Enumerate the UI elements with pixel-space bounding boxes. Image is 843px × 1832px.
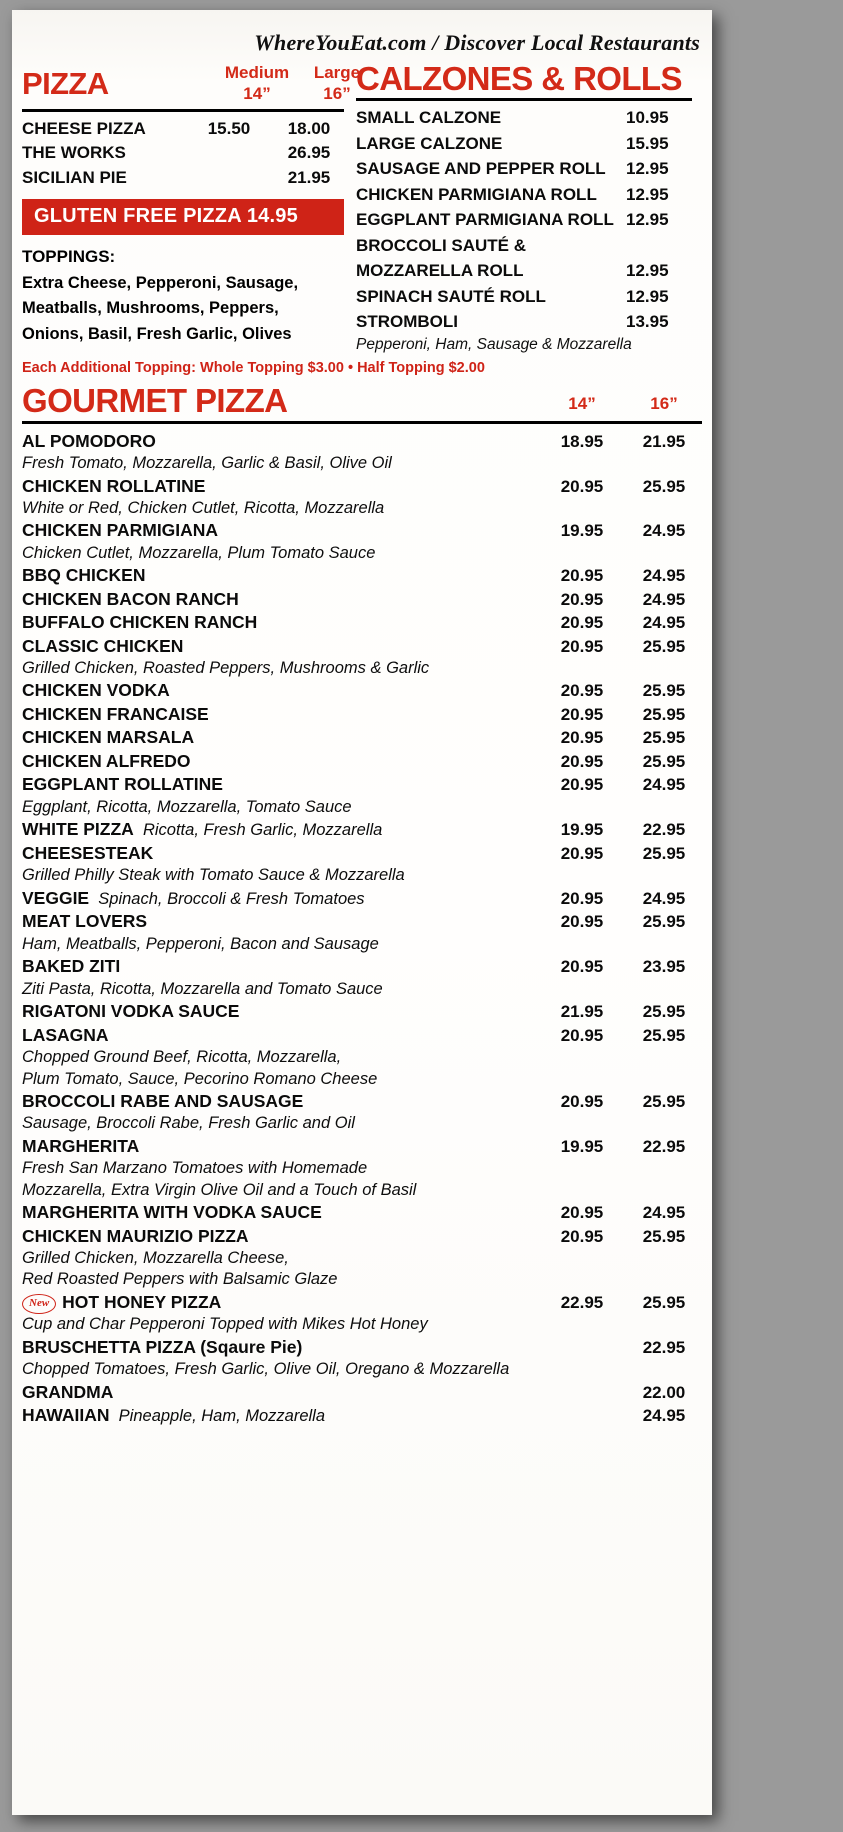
gourmet-item-inline-description: Pineapple, Ham, Mozzarella [109,1407,326,1426]
gourmet-item-price-16: 24.95 [642,566,686,586]
calzone-item-name: CHICKEN PARMIGIANA ROLL [356,184,597,204]
table-row [356,105,692,131]
table-row [356,131,692,157]
gourmet-item-price-14: 20.95 [560,476,604,496]
table-row [22,1381,702,1404]
gourmet-item-title: CHICKEN PARMIGIANA [22,520,219,541]
gourmet-item-price-14: 20.95 [560,1091,604,1111]
table-row [356,284,692,310]
gourmet-item-title: BAKED ZITI [22,956,121,977]
gourmet-item-price-14: 20.95 [560,589,604,609]
gourmet-divider [22,421,702,424]
pizza-size-medium-label: Medium [224,63,290,82]
gourmet-item-name [22,679,538,702]
table-row [22,611,702,634]
table-row [22,887,702,911]
gourmet-item-name [22,842,538,865]
gourmet-title: GOURMET PIZZA [22,381,288,419]
gourmet-item-name [22,1201,538,1224]
table-row [356,258,692,284]
pizza-size-large-inches: 16” [323,84,351,104]
gourmet-item-description: Fresh San Marzano Tomatoes with Homemade [22,1159,368,1178]
gourmet-item-title: MARGHERITA [22,1135,140,1156]
table-row [22,679,702,702]
table-row [22,635,702,658]
gourmet-item-price-16: 25.95 [642,912,686,932]
gourmet-item-title: CHICKEN FRANCAISE [22,703,209,724]
gourmet-item-price-16: 25.95 [642,1002,686,1022]
gourmet-item-price-16: 24.95 [642,888,686,908]
gourmet-item-price-16: 24.95 [642,589,686,609]
gourmet-item-price-16: 24.95 [642,613,686,633]
calzone-item-price: 12.95 [626,261,669,280]
gourmet-item-description: Red Roasted Peppers with Balsamic Glaze [22,1270,338,1289]
table-row [22,773,702,796]
gourmet-item-name [22,1024,538,1047]
table-row [22,726,702,749]
pizza-size-large-label: Large [313,63,361,82]
calzone-item-price: 12.95 [626,286,669,306]
gourmet-item-name [22,955,538,978]
calzone-item-name: BROCCOLI SAUTÉ & [356,235,526,255]
gourmet-item-name [22,519,538,542]
table-row [22,1225,702,1248]
table-row [22,564,702,587]
gourmet-item-description: Mozzarella, Extra Virgin Olive Oil and a Touch of Basil [22,1180,417,1199]
toppings-line: Onions, Basil, Fresh Garlic, Olives [22,324,292,343]
calzone-item-price: 12.95 [626,210,669,229]
gourmet-item-price-16: 22.95 [642,1136,686,1156]
gourmet-item-description: Grilled Chicken, Roasted Peppers, Mushrooms & Garlic [22,659,430,678]
calzone-item-price: 12.95 [626,159,669,178]
gourmet-item-description: Grilled Chicken, Mozzarella Cheese, [22,1249,289,1268]
gourmet-item-price-16: 24.95 [642,1203,686,1223]
gourmet-item-title: CHICKEN ALFREDO [22,750,191,771]
table-row [22,1404,702,1428]
gourmet-item-title: CHICKEN MARSALA [22,727,195,748]
gourmet-item-name [22,1404,538,1428]
gourmet-item-description: Eggplant, Ricotta, Mozzarella, Tomato Sauce [22,797,352,816]
pizza-size-medium-inches: 14” [243,84,271,104]
table-row [22,1024,702,1047]
gourmet-item-list [22,429,702,1428]
gourmet-item-name [22,726,538,749]
table-row [356,309,692,335]
calzone-item-price: 13.95 [626,312,669,331]
gourmet-item-inline-description: Spinach, Broccoli & Fresh Tomatoes [89,889,365,908]
gourmet-item-title: CHICKEN VODKA [22,680,170,701]
calzone-item-name: EGGPLANT PARMIGIANA ROLL [356,210,614,229]
calzone-item-name: SAUSAGE AND PEPPER ROLL [356,159,606,178]
gourmet-item-name [22,887,538,911]
table-row [22,1291,702,1314]
table-row [356,207,692,233]
gourmet-item-title: CLASSIC CHICKEN [22,635,184,656]
table-row [22,1201,702,1224]
gourmet-item-title: RIGATONI VODKA SAUCE [22,1001,240,1022]
pizza-item-medium-price: 15.50 [207,118,251,138]
gourmet-item-price-14: 20.95 [560,843,604,863]
gourmet-item-price-14: 20.95 [560,775,604,795]
table-row [22,1336,702,1359]
gourmet-item-title: BBQ CHICKEN [22,565,146,586]
gourmet-item-price-14: 20.95 [560,566,604,586]
gourmet-item-price-14: 20.95 [560,888,604,908]
gourmet-item-name [22,773,538,796]
gourmet-item-price-16: 25.95 [642,1292,686,1312]
table-row [356,233,692,259]
gourmet-item-price-16: 22.00 [642,1382,686,1402]
gourmet-item-name [22,1000,538,1023]
gourmet-item-title: VEGGIE [22,887,90,908]
gourmet-header [22,376,702,417]
pizza-size-medium [212,62,302,105]
table-row [22,475,702,498]
gluten-free-banner: GLUTEN FREE PIZZA 14.95 [22,199,344,235]
gourmet-item-price-14: 20.95 [560,1025,604,1045]
gourmet-item-price-16: 25.95 [642,1226,686,1246]
pizza-header [22,62,361,105]
table-row [22,430,702,453]
gourmet-item-name [22,750,538,773]
pizza-item-name: CHEESE PIZZA [22,118,146,138]
pizza-item-name: SICILIAN PIE [22,167,127,187]
gourmet-item-price-14: 20.95 [560,681,604,701]
gourmet-item-price-14: 22.95 [560,1292,604,1312]
gourmet-item-name [22,475,538,498]
table-row [22,750,702,773]
gourmet-item-price-14: 20.95 [560,636,604,656]
pizza-item-large-price: 18.00 [287,118,331,138]
gourmet-item-title: MEAT LOVERS [22,911,148,932]
toppings-line: Meatballs, Mushrooms, Peppers, [22,299,279,318]
gourmet-item-title: GRANDMA [22,1381,114,1402]
gourmet-item-title: MARGHERITA WITH VODKA SAUCE [22,1202,322,1223]
gourmet-item-price-16: 25.95 [642,636,686,656]
gourmet-item-description: Ham, Meatballs, Pepperoni, Bacon and Sausage [22,934,379,953]
gourmet-item-price-16: 23.95 [642,957,686,977]
gourmet-item-title: CHEESESTEAK [22,842,154,863]
gourmet-item-name [22,588,538,611]
calzone-item-name: MOZZARELLA ROLL [356,261,524,280]
gourmet-item-price-16: 25.95 [642,1025,686,1045]
calzones-title: CALZONES & ROLLS [356,60,682,97]
table-row [22,166,344,191]
gourmet-item-price-16: 25.95 [642,751,686,771]
gourmet-item-title: AL POMODORO [22,430,156,451]
gourmet-item-title: BROCCOLI RABE AND SAUSAGE [22,1090,304,1111]
gourmet-item-price-16: 25.95 [642,728,686,748]
gourmet-item-description: White or Red, Chicken Cutlet, Ricotta, Mozzarella [22,498,385,517]
toppings-line: Extra Cheese, Pepperoni, Sausage, [22,273,299,292]
gourmet-item-name [22,1090,538,1113]
gourmet-item-price-16: 25.95 [642,681,686,701]
gourmet-item-name [22,910,538,933]
gourmet-item-description: Ziti Pasta, Ricotta, Mozzarella and Tomato Sauce [22,979,383,998]
table-row [22,1000,702,1023]
table-row [356,182,692,208]
pizza-item-large-price: 26.95 [287,143,331,163]
gourmet-item-description: Chopped Ground Beef, Ricotta, Mozzarella, [22,1048,342,1067]
calzone-item-name: SMALL CALZONE [356,108,502,127]
gourmet-item-description: Chicken Cutlet, Mozzarella, Plum Tomato Sauce [22,543,376,562]
new-badge-icon: New [22,1294,56,1314]
calzones-divider [356,98,692,101]
pizza-section [22,62,361,347]
gourmet-item-price-14: 20.95 [560,912,604,932]
gourmet-item-price-16: 24.95 [642,775,686,795]
gourmet-item-title: EGGPLANT ROLLATINE [22,774,223,795]
gourmet-item-name [22,1135,538,1158]
gourmet-item-price-16: 21.95 [642,431,686,451]
calzone-item-price: 12.95 [626,184,669,204]
table-row [22,141,344,166]
gourmet-item-price-16: 25.95 [642,843,686,863]
gourmet-item-title: CHICKEN MAURIZIO PIZZA [22,1225,249,1246]
gourmet-item-name [22,635,538,658]
gourmet-item-name [22,1336,538,1359]
gourmet-item-name [22,1291,538,1314]
pizza-item-name: THE WORKS [22,143,126,163]
table-row [22,519,702,542]
gourmet-item-price-16: 25.95 [642,704,686,724]
table-row [22,1135,702,1158]
gourmet-item-price-16: 22.95 [642,820,686,840]
table-row [22,842,702,865]
gourmet-item-description: Cup and Char Pepperoni Topped with Mikes Hot Honey [22,1315,428,1334]
gourmet-item-price-14: 20.95 [560,704,604,724]
gourmet-item-title: LASAGNA [22,1024,109,1045]
gourmet-item-price-16: 24.95 [642,521,686,541]
gourmet-item-description: Plum Tomato, Sauce, Pecorino Romano Cheese [22,1069,378,1088]
menu-sheet [12,10,712,1815]
gourmet-item-price-14: 20.95 [560,728,604,748]
gourmet-item-price-16: 22.95 [642,1337,686,1357]
gourmet-item-inline-description: Ricotta, Fresh Garlic, Mozzarella [133,821,383,840]
calzone-item-name: STROMBOLI [356,312,458,331]
stromboli-description: Pepperoni, Ham, Sausage & Mozzarella [356,335,632,353]
gourmet-item-title: BRUSCHETTA PIZZA (Sqaure Pie) [22,1336,303,1357]
gourmet-item-name [22,564,538,587]
toppings-label: TOPPINGS: [22,247,116,267]
gourmet-item-title: CHICKEN BACON RANCH [22,588,239,609]
table-row [22,818,702,842]
gourmet-item-price-14: 20.95 [560,751,604,771]
gourmet-item-description: Chopped Tomatoes, Fresh Garlic, Olive Oil, Oregano & Mozzarella [22,1360,510,1379]
gourmet-item-price-14: 20.95 [560,1203,604,1223]
gourmet-item-name [22,611,538,634]
gourmet-item-title: HAWAIIAN [22,1405,110,1426]
table-row [22,703,702,726]
calzone-item-name: SPINACH SAUTÉ ROLL [356,286,546,306]
top-section [22,62,702,355]
gourmet-item-price-14: 19.95 [560,1136,604,1156]
gourmet-item-price-14: 20.95 [560,613,604,633]
pizza-divider [22,109,344,112]
gourmet-item-name [22,818,538,842]
gourmet-item-price-16: 25.95 [642,476,686,496]
gourmet-item-price-14: 20.95 [560,1226,604,1246]
gourmet-item-name [22,430,538,453]
gourmet-size-14: 14” [568,393,596,413]
calzone-item-price: 10.95 [626,108,669,127]
pizza-title: PIZZA [22,66,109,101]
gourmet-item-price-16: 24.95 [642,1406,686,1426]
table-row [22,910,702,933]
gourmet-item-price-14: 19.95 [560,820,604,840]
gourmet-item-title: CHICKEN ROLLATINE [22,475,206,496]
gourmet-item-description: Sausage, Broccoli Rabe, Fresh Garlic and Oil [22,1114,355,1133]
gourmet-item-title: WHITE PIZZA [22,819,134,840]
table-row [356,156,692,182]
gourmet-size-16: 16” [650,393,678,413]
table-row [22,955,702,978]
gourmet-item-title: BUFFALO CHICKEN RANCH [22,612,258,633]
calzone-item-price: 15.95 [626,133,669,153]
gourmet-item-price-14: 19.95 [560,521,604,541]
table-row [22,117,344,142]
table-row [22,1090,702,1113]
additional-topping-note: Each Additional Topping: Whole Topping $3.00 • Half Topping $2.00 [22,359,485,376]
menu-paper [12,10,712,1815]
calzones-section [352,62,692,355]
pizza-item-large-price: 21.95 [287,167,331,187]
table-row [22,588,702,611]
gourmet-item-name [22,1381,538,1404]
gourmet-item-price-14: 21.95 [560,1002,604,1022]
gourmet-item-name [22,1225,538,1248]
calzone-item-name: LARGE CALZONE [356,133,503,153]
gourmet-item-description: Fresh Tomato, Mozzarella, Garlic & Basil, Olive Oil [22,454,392,473]
site-attribution: WhereYouEat.com / Discover Local Restaurants [254,30,700,55]
gourmet-item-name [22,703,538,726]
gourmet-item-description: Grilled Philly Steak with Tomato Sauce & Mozzarella [22,866,405,885]
gourmet-item-price-16: 25.95 [642,1091,686,1111]
gourmet-item-price-14: 18.95 [560,431,604,451]
gourmet-item-price-14: 20.95 [560,957,604,977]
gourmet-item-title: HOT HONEY PIZZA [62,1291,222,1312]
